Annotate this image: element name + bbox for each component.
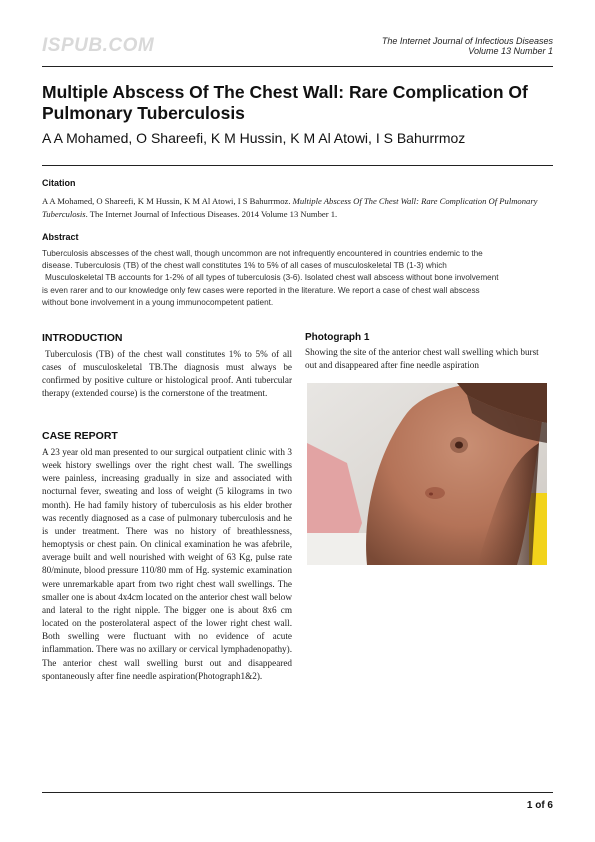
citation-source: . The Internet Journal of Infectious Diseases. 2014 Volume 13 Number 1. bbox=[85, 208, 338, 219]
abstract-heading: Abstract bbox=[42, 232, 79, 242]
abstract-line: Musculoskeletal TB accounts for 1-2% of all types of tuberculosis (3-6). Isolated chest wall abscess without bone involvement bbox=[45, 273, 499, 283]
title-rule bbox=[42, 165, 553, 166]
abstract-text bbox=[42, 248, 554, 309]
clinical-photograph bbox=[307, 383, 547, 565]
introduction-heading: INTRODUCTION bbox=[42, 332, 123, 344]
abstract-line: is even rarer and to our knowledge only few cases were reported in the literature. We report a case of chest wall abscess bbox=[42, 285, 480, 295]
journal-info bbox=[382, 36, 553, 56]
footer-rule bbox=[42, 792, 553, 793]
citation-authors: A A Mohamed, O Shareefi, K M Hussin, K M Al Atowi, I S Bahurrmoz. bbox=[42, 196, 291, 206]
photograph-caption: Showing the site of the anterior chest wall swelling which burst out and disappeared after fine needle aspiration bbox=[305, 347, 539, 370]
article-authors: A A Mohamed, O Shareefi, K M Hussin, K M Al Atowi, I S Bahurrmoz bbox=[42, 130, 466, 146]
case-report-paragraph: A 23 year old man presented to our surgical outpatient clinic with 3 week history swellings over the right chest wall. The swellings were painless, increasing gradually in size and associated with nocturnal fever, sweating and loss of weight (5 kilograms in two month). He had family history of tuberculosis as his elder brother was recently diagnosed as a case of pulmonary tuberculosis and he is under treatment. There was no history of breathlessness, hemoptysis or chest pain. On clinical examination he was afebrile, average built and well nourished with weight of 63 Kg, pulse rate 80/minute, blood pressure 110/80 mm of Hg. systemic examination were unremarkable apart from two right chest wall swellings. The smaller one is about 4x4cm located on the anterior chest wall below and lateral to the right nipple. The bigger one is about 8x6 cm located on the posterolateral aspect of the lower right chest wall. Both swelling were fluctuant with no evidence of acute inflammation. There was no axillary or cervical lymphadenopathy). The anterior chest wall swelling burst out and disappeared spontaneously after fine needle aspiration(Photograph1&2). bbox=[42, 447, 292, 681]
article-title-line-1: Multiple Abscess Of The Chest Wall: Rare Complication Of bbox=[42, 82, 528, 102]
introduction-text bbox=[42, 348, 292, 401]
abstract-line: without bone involvement in a young immunocompetent patient. bbox=[42, 297, 274, 307]
abstract-line: Tuberculosis abscesses of the chest wall, though uncommon are not infrequently encountered in countries endemic to the bbox=[42, 249, 483, 258]
journal-volume: Volume 13 Number 1 bbox=[468, 46, 553, 56]
site-logo[interactable]: ISPUB.COM bbox=[42, 35, 155, 56]
citation-text bbox=[42, 195, 557, 220]
citation-heading: Citation bbox=[42, 178, 76, 188]
page-number: 1 of 6 bbox=[526, 800, 553, 811]
introduction-paragraph: Tuberculosis (TB) of the chest wall constitutes 1% to 5% of all cases of musculoskeletal TB.The diagnosis must always be confirmed by positive culture or histological proof. Anti tubercular therapy (extended course) is the cornerstone of the treatment. bbox=[42, 349, 292, 399]
citation-title: Multiple Abscess Of The Chest Wall: Rare Complication Of Pulmonary Tuberculosis bbox=[42, 196, 538, 219]
clinical-photograph-image bbox=[307, 383, 547, 565]
journal-name: The Internet Journal of Infectious Diseases bbox=[381, 36, 553, 46]
article-title-line-2: Pulmonary Tuberculosis bbox=[42, 103, 245, 123]
photograph-heading: Photograph 1 bbox=[305, 332, 370, 343]
article-title bbox=[42, 82, 562, 124]
case-report-heading: CASE REPORT bbox=[42, 430, 118, 442]
abstract-line: disease. Tuberculosis (TB) of the chest wall constitutes 1% to 5% of all cases of musculoskeletal TB (1-3) which bbox=[42, 261, 447, 271]
case-report-text bbox=[42, 446, 292, 683]
header-rule bbox=[42, 66, 553, 67]
